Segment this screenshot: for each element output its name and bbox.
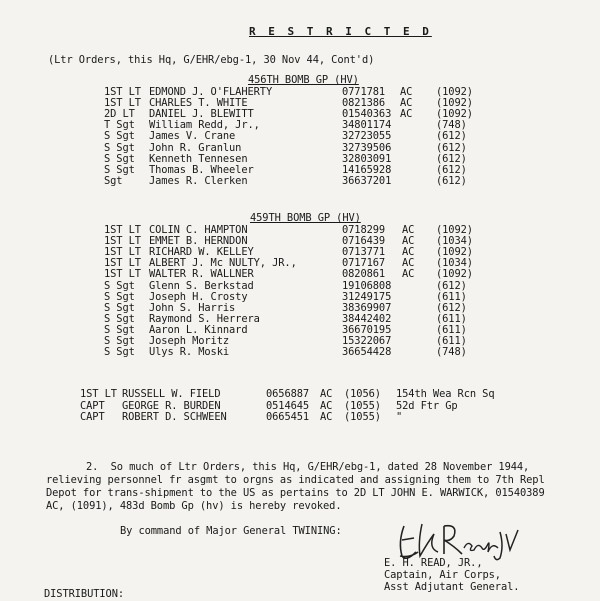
roster-branch: AC [320,411,333,423]
roster-serial: 38442402 [342,312,392,325]
roster-serial: 0820861 [342,268,386,281]
roster-name: Joseph Moritz [149,335,230,347]
roster-code: (1092) [436,108,473,121]
paragraph-2-line-4: AC, (1091), 483d Bomb Gp (hv) is hereby revoked. [46,500,342,512]
roster-serial: 36637201 [342,174,392,187]
roster-branch: AC [402,224,415,236]
roster-serial: 36670195 [342,323,392,336]
roster-name: James R. Clerken [149,174,248,187]
roster-name: John S. Harris [149,301,236,314]
roster-serial: 0821386 [342,97,386,110]
roster-unit: 52d Ftr Gp [396,399,458,412]
restricted-header: R E S T R I C T E D [249,25,432,38]
roster-rank: 1ST LT [104,268,141,281]
roster-rank: 1ST LT [104,97,141,110]
roster-serial: 0771781 [342,86,386,98]
roster-name: EDMOND J. O'FLAHERTY [149,86,273,98]
paragraph-2-line-3: Depot for trans-shipment to the US as pertains to 2D LT JOHN E. WARWICK, 01540389 [46,487,545,499]
roster-rank: S Sgt [104,335,135,347]
roster-serial: 19106808 [342,279,392,292]
roster-branch: AC [402,257,415,270]
roster-name: DANIEL J. BLEWITT [149,108,254,121]
roster-rank: 1ST LT [104,257,141,270]
roster-code: (612) [436,141,467,154]
roster-code: (612) [436,174,467,187]
roster-serial: 32803091 [342,152,392,165]
roster-rank: S Sgt [104,346,135,359]
roster-name: RUSSELL W. FIELD [122,388,221,400]
roster-code: (1034) [436,235,473,248]
roster-rank: 1ST LT [80,388,117,400]
roster-code: (748) [436,119,467,132]
roster-name: Kenneth Tennesen [149,152,248,165]
roster-serial: 0665451 [266,411,310,423]
roster-branch: AC [320,388,333,400]
roster-code: (748) [436,346,467,359]
roster-serial: 15322067 [342,335,392,347]
roster-branch: AC [402,235,415,248]
roster-rank: S Sgt [104,323,135,336]
roster-code: (611) [436,323,467,336]
command-line: By command of Major General TWINING: [120,525,342,537]
roster-code: (612) [436,279,467,292]
roster-rank: CAPT [80,399,105,412]
roster-rank: S Sgt [104,163,135,176]
roster-code: (1055) [344,411,381,423]
roster-name: ALBERT J. Mc NULTY, JR., [149,257,297,270]
roster-rank: 1ST LT [104,86,141,98]
paragraph-2-line-1: 2. So much of Ltr Orders, this Hq, G/EHR/ebg-1, dated 28 November 1944, [86,461,530,473]
roster-rank: S Sgt [104,290,135,303]
roster-serial: 0514645 [266,399,310,412]
roster-code: (1056) [344,388,381,400]
roster-serial: 32723055 [342,130,392,143]
roster-rank: CAPT [80,411,105,423]
roster-code: (612) [436,301,467,314]
roster-serial: 31249175 [342,290,392,303]
roster-name: James V. Crane [149,130,236,143]
roster-rank: S Sgt [104,312,135,325]
signatory-rank: Captain, Air Corps, [384,569,501,581]
roster-name: Ulys R. Moski [149,346,230,359]
roster-code: (1034) [436,257,473,270]
roster-rank: S Sgt [104,152,135,165]
roster-rank: 2D LT [104,108,135,121]
roster-serial: 0717167 [342,257,386,270]
group-459-title: 459TH BOMB GP (HV) [250,212,361,224]
roster-code: (612) [436,130,467,143]
roster-branch: AC [320,399,333,412]
roster-code: (612) [436,163,467,176]
roster-serial: 01540363 [342,108,392,121]
roster-unit: 154th Wea Rcn Sq [396,388,495,400]
roster-code: (1092) [436,97,473,110]
roster-name: William Redd, Jr., [149,119,260,132]
roster-name: Joseph H. Crosty [149,290,248,303]
roster-branch: AC [400,86,413,98]
roster-rank: 1ST LT [104,224,141,236]
roster-code: (1092) [436,268,473,281]
roster-name: Glenn S. Berkstad [149,279,254,292]
roster-name: CHARLES T. WHITE [149,97,248,110]
roster-rank: S Sgt [104,130,135,143]
roster-name: ROBERT D. SCHWEEN [122,411,227,423]
roster-branch: AC [402,268,415,281]
roster-code: (612) [436,152,467,165]
roster-name: Thomas B. Wheeler [149,163,254,176]
roster-serial: 0718299 [342,224,386,236]
roster-serial: 34801174 [342,119,392,132]
roster-rank: Sgt [104,174,123,187]
roster-rank: S Sgt [104,141,135,154]
roster-branch: AC [400,108,413,121]
roster-name: Raymond S. Herrera [149,312,260,325]
roster-code: (611) [436,290,467,303]
roster-name: RICHARD W. KELLEY [149,246,254,259]
roster-name: Aaron L. Kinnard [149,323,248,336]
roster-name: John R. Granlun [149,141,242,154]
roster-code: (1092) [436,246,473,259]
roster-rank: 1ST LT [104,246,141,259]
roster-rank: S Sgt [104,279,135,292]
roster-name: COLIN C. HAMPTON [149,224,248,236]
distribution-label: DISTRIBUTION: [44,588,125,600]
group-456-title: 456TH BOMB GP (HV) [248,74,359,86]
signatory-title: Asst Adjutant General. [384,581,520,593]
roster-name: WALTER R. WALLNER [149,268,254,281]
roster-code: (611) [436,312,467,325]
roster-name: EMMET B. HERNDON [149,235,248,248]
reference-line: (Ltr Orders, this Hq, G/EHR/ebg-1, 30 Nov 44, Cont'd) [48,54,375,66]
roster-branch: AC [400,97,413,110]
roster-branch: AC [402,246,415,259]
roster-code: (611) [436,335,467,347]
paragraph-2-line-2: relieving personnel fr asgmt to orgns as indicated and assigning them to 7th Repl [46,474,545,486]
roster-name: GEORGE R. BURDEN [122,399,221,412]
roster-rank: T Sgt [104,119,135,132]
roster-code: (1055) [344,399,381,412]
roster-serial: 32739506 [342,141,392,154]
roster-serial: 0656887 [266,388,310,400]
roster-code: (1092) [436,86,473,98]
roster-serial: 14165928 [342,163,392,176]
roster-rank: S Sgt [104,301,135,314]
roster-serial: 0713771 [342,246,386,259]
roster-serial: 38369907 [342,301,392,314]
roster-serial: 0716439 [342,235,386,248]
roster-unit: " [396,411,403,423]
signatory-name: E. H. READ, JR., [384,557,483,569]
roster-code: (1092) [436,224,473,236]
roster-rank: 1ST LT [104,235,141,248]
roster-serial: 36654428 [342,346,392,359]
